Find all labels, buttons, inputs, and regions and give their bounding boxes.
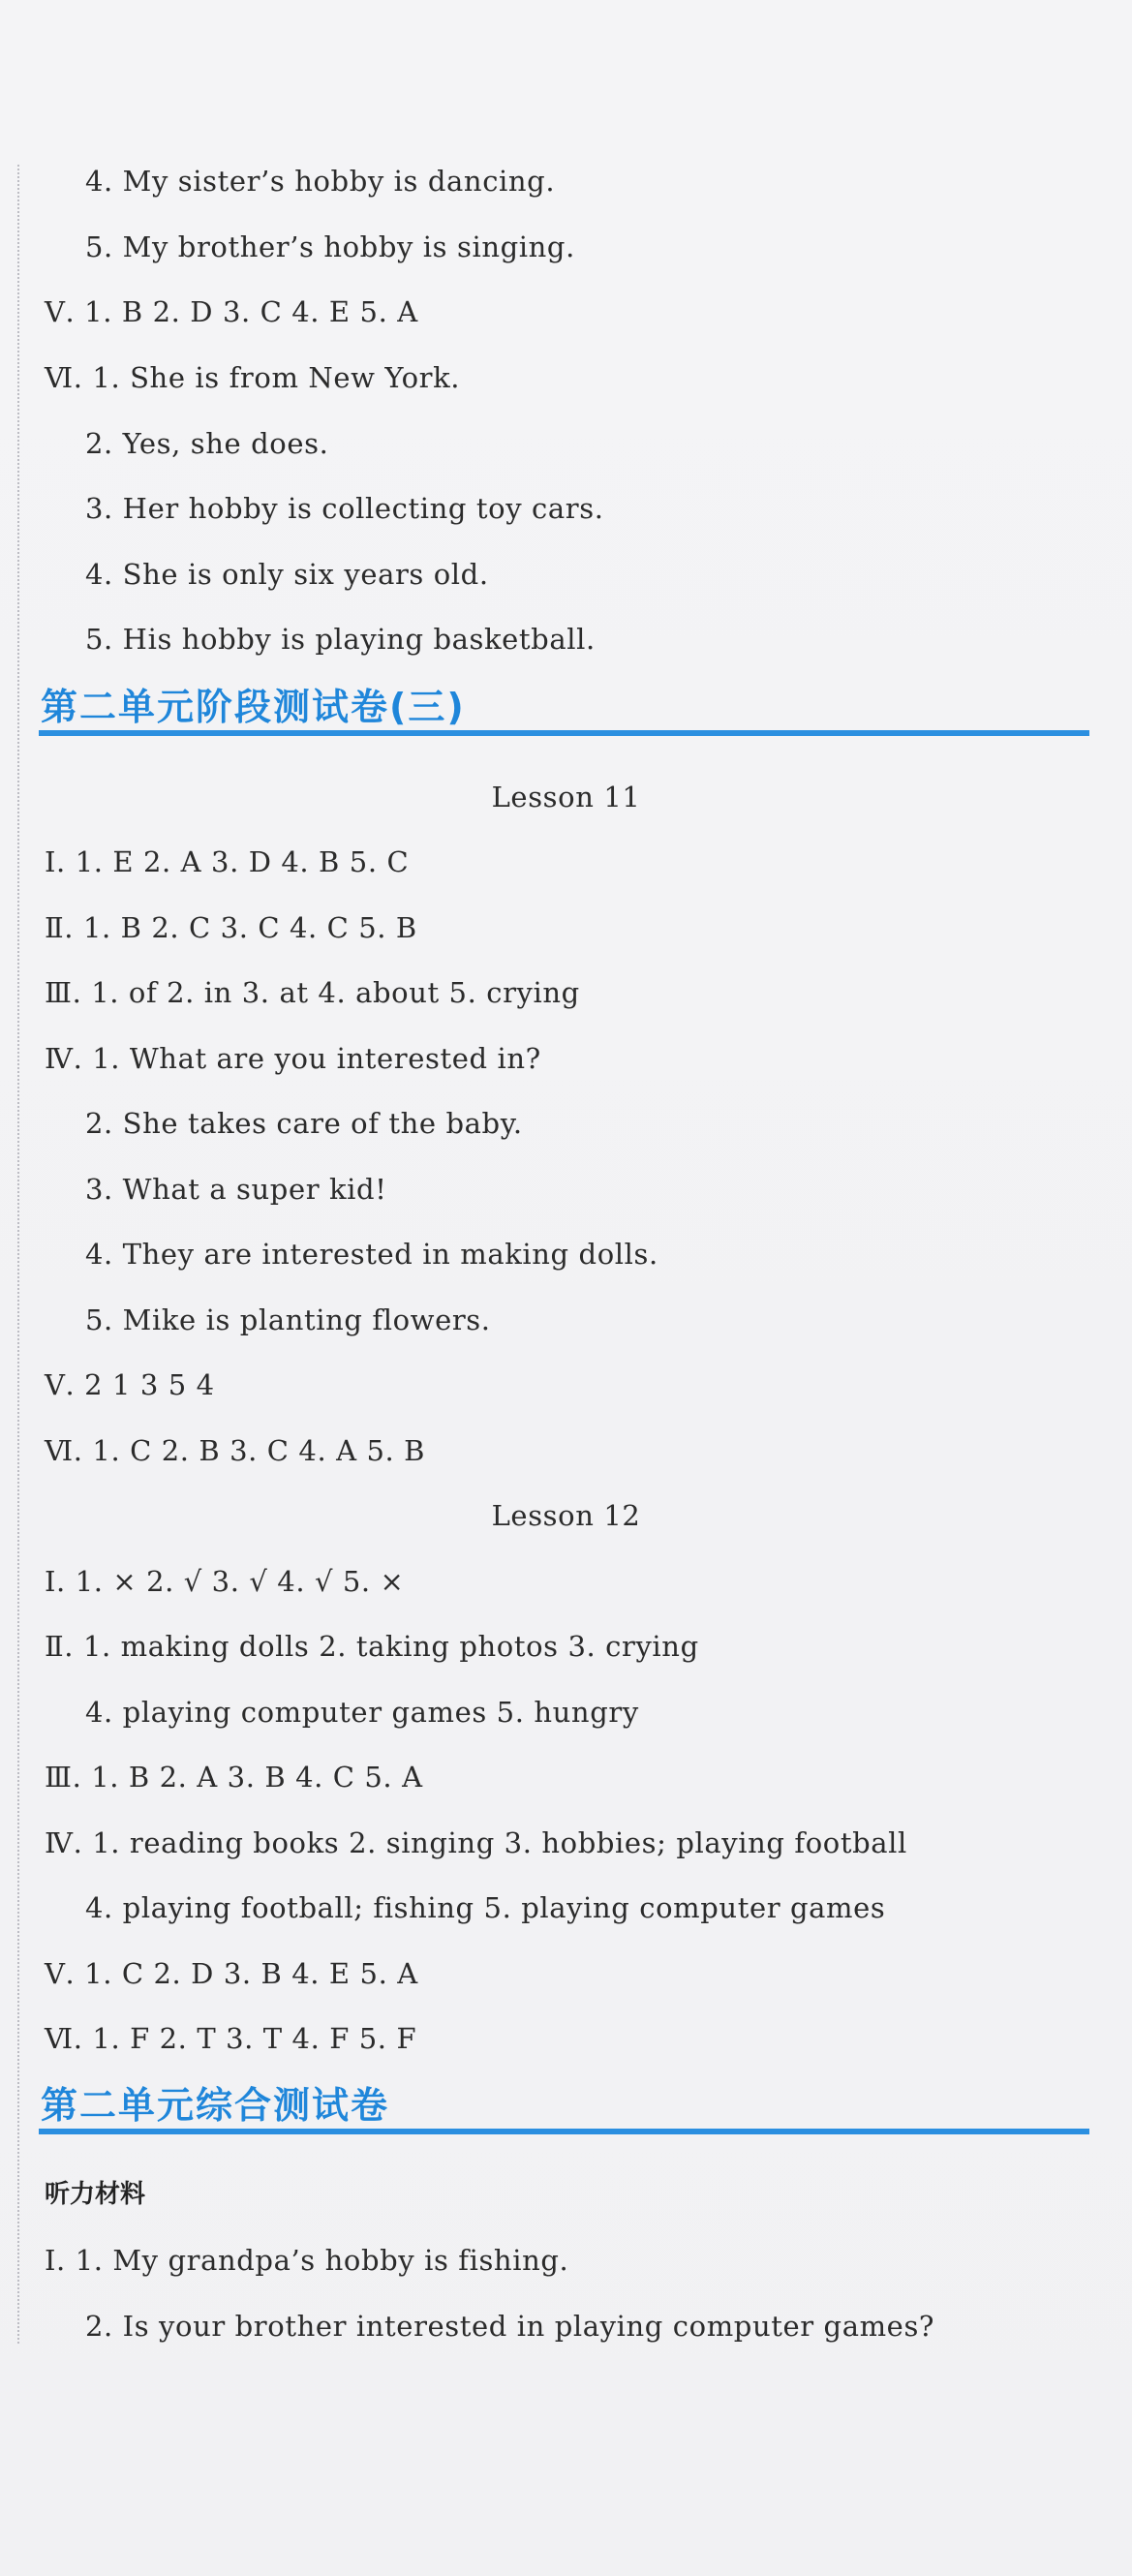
answer-line: Ⅴ. 1. B 2. D 3. C 4. E 5. A (45, 295, 418, 328)
answer-line: Ⅲ. 1. of 2. in 3. at 4. about 5. crying (45, 976, 580, 1009)
answer-line: Ⅰ. 1. × 2. √ 3. √ 4. √ 5. × (45, 1565, 405, 1598)
lesson-title: Lesson 12 (491, 1499, 641, 1532)
answer-line: Ⅰ. 1. My grandpa’s hobby is fishing. (45, 2244, 569, 2277)
answer-line: Ⅴ. 2 1 3 5 4 (45, 1368, 215, 1401)
section-heading (39, 2082, 1089, 2134)
answer-line: Ⅳ. 1. What are you interested in? (45, 1042, 541, 1075)
answer-line: 3. Her hobby is collecting toy cars. (85, 492, 604, 525)
answer-line: Ⅳ. 1. reading books 2. singing 3. hobbies; playing football (45, 1826, 907, 1859)
answer-line: 2. Is your brother interested in playing computer games? (85, 2310, 935, 2343)
answer-line: Ⅵ. 1. C 2. B 3. C 4. A 5. B (45, 1434, 426, 1467)
answer-line: 5. His hobby is playing basketball. (85, 623, 596, 656)
section-heading (39, 684, 1089, 736)
answer-line: 5. Mike is planting flowers. (85, 1303, 491, 1336)
answer-line: 4. She is only six years old. (85, 558, 489, 591)
answer-line: Ⅵ. 1. She is from New York. (45, 361, 461, 394)
answer-line: Ⅰ. 1. E 2. A 3. D 4. B 5. C (45, 845, 410, 878)
answer-line: 4. They are interested in making dolls. (85, 1238, 658, 1271)
answer-line: 4. playing computer games 5. hungry (85, 1696, 639, 1729)
answer-line: 3. What a super kid! (85, 1173, 387, 1206)
answer-line: Ⅴ. 1. C 2. D 3. B 4. E 5. A (45, 1957, 418, 1990)
answer-line: 5. My brother’s hobby is singing. (85, 230, 575, 263)
answer-line: 2. Yes, she does. (85, 427, 329, 460)
answer-line: Ⅲ. 1. B 2. A 3. B 4. C 5. A (45, 1761, 423, 1794)
lesson-title: Lesson 11 (491, 781, 641, 813)
answer-line: Ⅵ. 1. F 2. T 3. T 4. F 5. F (45, 2022, 417, 2055)
section-heading-text: 第二单元阶段测试卷(三) (41, 686, 466, 728)
answer-line: 4. My sister’s hobby is dancing. (85, 165, 556, 198)
answer-line: Ⅱ. 1. B 2. C 3. C 4. C 5. B (45, 911, 417, 944)
listening-label: 听力材料 (45, 2180, 146, 2209)
answer-line: 2. She takes care of the baby. (85, 1107, 523, 1140)
answer-line: 4. playing football; fishing 5. playing computer games (85, 1891, 886, 1924)
section-heading-text: 第二单元综合测试卷 (41, 2084, 390, 2127)
margin-dotted-rule (17, 165, 19, 2344)
answer-line: Ⅱ. 1. making dolls 2. taking photos 3. crying (45, 1630, 699, 1663)
